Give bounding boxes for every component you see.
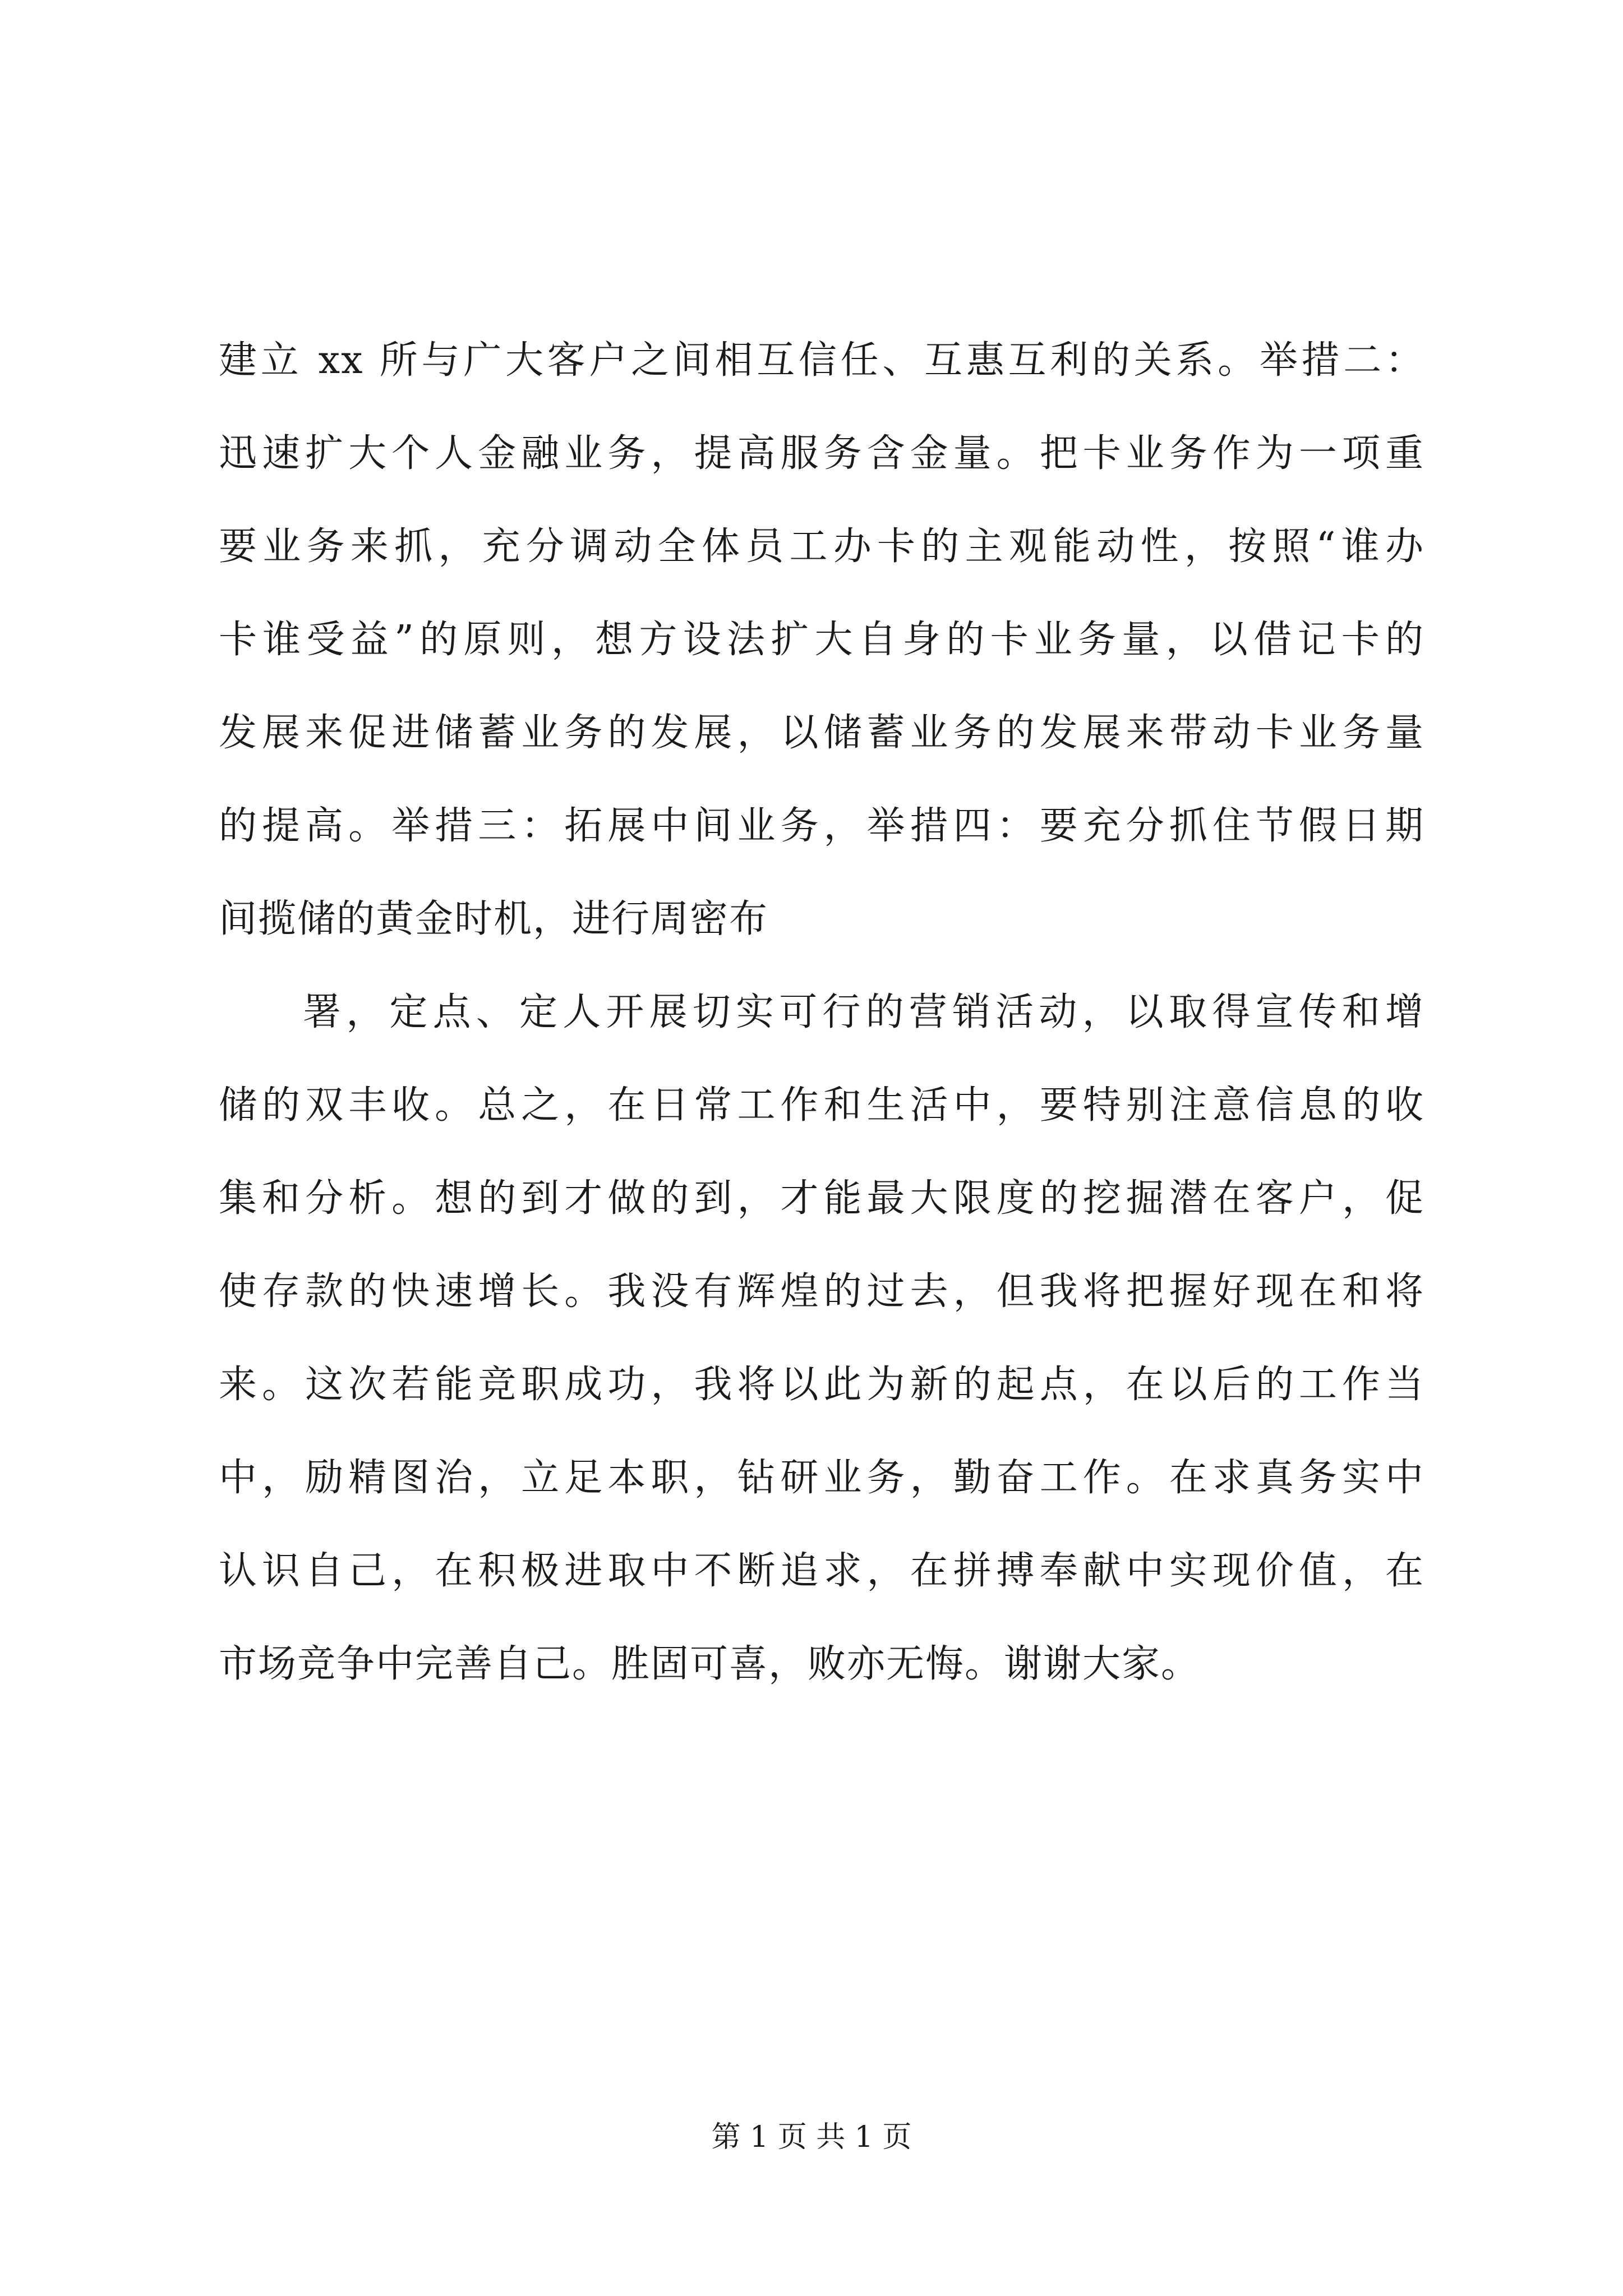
- text-line: 使存款的快速增长。我没有辉煌的过去，但我将把握好现在和将: [219, 1269, 1424, 1314]
- page-number-indicator: 第 1 页 共 1 页: [711, 2120, 912, 2154]
- text-line: 市场竞争中完善自己。胜固可喜，败亦无悔。谢谢大家。: [219, 1642, 1201, 1686]
- text-line: 要业务来抓，充分调动全体员工办卡的主观能动性，按照“谁办: [219, 524, 1424, 569]
- text-line: 署，定点、定人开展切实可行的营销活动，以取得宣传和增: [303, 990, 1424, 1034]
- text-line: 建立 xx 所与广大客户之间相互信任、互惠互利的关系。举措二：: [219, 338, 1424, 383]
- text-line: 间揽储的黄金时机，进行周密布: [219, 897, 769, 941]
- text-line: 中，励精图治，立足本职，钻研业务，勤奋工作。在求真务实中: [219, 1456, 1424, 1500]
- page-footer: [0, 2118, 1623, 2157]
- text-line: 卡谁受益”的原则，想方设法扩大自身的卡业务量，以借记卡的: [219, 618, 1424, 662]
- text-line: 的提高。举措三：拓展中间业务，举措四：要充分抓住节假日期: [219, 804, 1424, 848]
- text-line: 迅速扩大个人金融业务，提高服务含金量。把卡业务作为一项重: [219, 431, 1424, 476]
- text-line: 认识自己，在积极进取中不断追求，在拼搏奉献中实现价值，在: [219, 1549, 1424, 1593]
- text-line: 储的双丰收。总之，在日常工作和生活中，要特别注意信息的收: [219, 1083, 1424, 1128]
- text-line: 集和分析。想的到才做的到，才能最大限度的挖掘潜在客户，促: [219, 1176, 1424, 1221]
- document-body: [219, 314, 1424, 1711]
- text-line: 发展来促进储蓄业务的发展，以储蓄业务的发展来带动卡业务量: [219, 711, 1424, 755]
- text-line: 来。这次若能竞职成功，我将以此为新的起点，在以后的工作当: [219, 1363, 1424, 1407]
